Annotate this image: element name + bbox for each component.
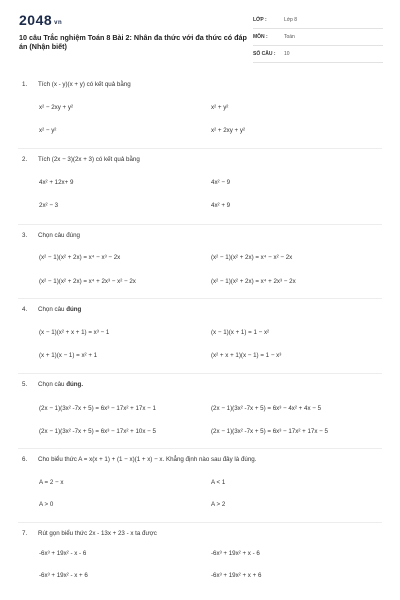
question-prompt-emphasis: đúng. (66, 381, 84, 388)
answer-option-c[interactable]: -6x³ + 19x² - x + 6 (39, 572, 88, 579)
question-text (22, 81, 131, 88)
answer-option-a[interactable]: (2x − 1)(3x² -7x + 5) = 6x³ − 17x² + 17x − 1 (39, 405, 156, 412)
answer-option-d[interactable]: (x² + x + 1)(x − 1) = 1 − x³ (211, 352, 282, 359)
answer-option-a[interactable]: -6x³ + 19x² - x - 6 (39, 550, 87, 557)
logo-main: 2048 (19, 12, 53, 28)
answer-option-b[interactable]: x² + y² (211, 104, 229, 111)
meta-row-count (253, 48, 383, 63)
question-text (22, 456, 256, 463)
question-prompt: Chọn câu (38, 381, 67, 388)
question-prompt: Tích (x - y)(x + y) có kết quả bằng (38, 81, 131, 88)
question-text (22, 381, 83, 388)
answer-option-d[interactable]: x² + 2xy + y² (211, 127, 246, 134)
answer-option-b[interactable]: (x − 1)(x + 1) = 1 − x² (211, 329, 270, 336)
answer-option-b[interactable]: (x² − 1)(x² + 2x) = x⁴ − x² − 2x (211, 254, 293, 261)
meta-key: SỐ CÂU : (253, 51, 276, 57)
meta-key: MÔN : (253, 34, 268, 40)
answer-option-b[interactable]: -6x³ + 19x² + x - 6 (211, 550, 260, 557)
divider (18, 298, 382, 299)
meta-key: LỚP : (253, 17, 267, 23)
answer-option-c[interactable]: 2x² − 3 (39, 202, 59, 209)
answer-option-c[interactable]: x² − y² (39, 127, 57, 134)
meta-row-subject (253, 31, 383, 46)
answer-option-d[interactable]: (x² − 1)(x² + 2x) = x⁴ + 2x³ − 2x (211, 278, 296, 285)
question-text (22, 306, 81, 313)
answer-option-c[interactable]: (x + 1)(x − 1) = x² + 1 (39, 352, 98, 359)
answer-option-d[interactable]: 4x² + 9 (211, 202, 231, 209)
answer-option-d[interactable]: -6x³ + 19x² + x + 6 (211, 572, 262, 579)
question-prompt-emphasis: đúng (66, 306, 82, 313)
answer-option-d[interactable]: (2x − 1)(3x² -7x + 5) = 6x³ − 17x² + 17x − 5 (211, 428, 328, 435)
answer-option-b[interactable]: A < 1 (211, 479, 226, 486)
meta-value: Toán (284, 34, 295, 40)
meta-value: 10 (284, 51, 290, 57)
question-text (22, 156, 140, 163)
divider (18, 448, 382, 449)
logo-suffix: vn (54, 20, 63, 26)
question-prompt: Chọn câu (38, 306, 67, 313)
answer-option-a[interactable]: (x² − 1)(x² + 2x) = x⁴ − x³ − 2x (39, 254, 121, 261)
question-prompt: Chọn câu đúng (38, 232, 80, 239)
question-number: 6. (22, 456, 28, 463)
meta-value: Lớp 8 (284, 17, 298, 23)
question-prompt: Tích (2x − 3)(2x + 3) có kết quả bằng (38, 156, 140, 163)
answer-option-a[interactable]: 4x² + 12x+ 9 (39, 179, 74, 186)
answer-option-b[interactable]: (2x − 1)(3x² -7x + 5) = 6x³ − 4x² + 4x − 5 (211, 405, 322, 412)
answer-option-c[interactable]: A > 0 (39, 501, 54, 508)
answer-option-d[interactable]: A > 2 (211, 501, 226, 508)
answer-option-c[interactable]: (2x − 1)(3x² -7x + 5) = 6x³ − 17x² + 10x − 5 (39, 428, 156, 435)
question-number: 2. (22, 156, 28, 163)
divider (18, 148, 382, 149)
site-logo[interactable] (19, 12, 62, 28)
answer-option-a[interactable]: (x − 1)(x² + x + 1) = x³ − 1 (39, 329, 110, 336)
question-text (22, 232, 80, 239)
answer-option-b[interactable]: 4x² − 9 (211, 179, 231, 186)
divider (18, 522, 382, 523)
page-title: 10 câu Trắc nghiệm Toán 8 Bài 2: Nhân đa thức với đa thức có đáp án (Nhận biết) (19, 33, 247, 51)
question-number: 5. (22, 381, 28, 388)
question-number: 4. (22, 306, 28, 313)
question-text (22, 530, 157, 537)
divider (18, 373, 382, 374)
answer-option-a[interactable]: A = 2 − x (39, 479, 64, 486)
question-number: 1. (22, 81, 28, 88)
answer-option-a[interactable]: x² − 2xy + y² (39, 104, 74, 111)
question-prompt: Rút gọn biểu thức 2x - 13x + 23 - x ta được (38, 530, 157, 537)
meta-row-class (253, 14, 383, 29)
divider (18, 224, 382, 225)
question-number: 7. (22, 530, 28, 537)
answer-option-c[interactable]: (x² − 1)(x² + 2x) = x⁴ + 2x³ − x² − 2x (39, 278, 136, 285)
meta-info (253, 14, 383, 65)
question-number: 3. (22, 232, 28, 239)
question-prompt: Cho biểu thức A = x(x + 1) + (1 − x)(1 + x) − x. Khẳng định nào sau đây là đúng. (38, 456, 257, 463)
